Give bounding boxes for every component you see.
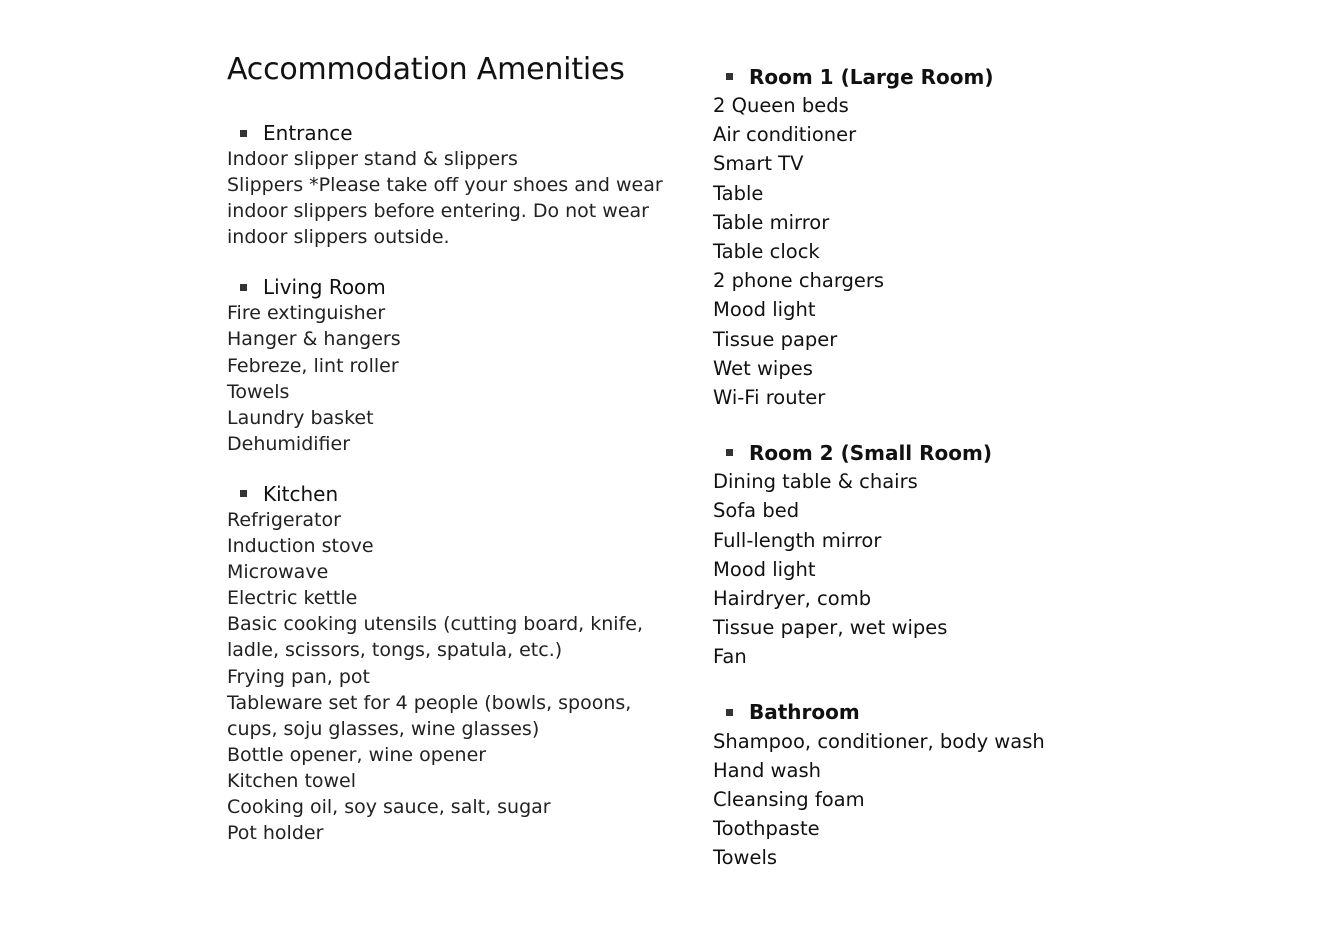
section-heading — [713, 438, 1133, 467]
square-bullet-icon — [726, 709, 733, 716]
list-item: Dehumidifier — [227, 432, 350, 455]
list-item: Indoor slipper stand & slippers — [227, 148, 518, 170]
list-item: Electric kettle — [227, 587, 358, 610]
list-item: Frying pan, pot — [227, 665, 370, 688]
square-bullet-icon — [240, 130, 247, 137]
list-item: Towels — [713, 846, 778, 870]
right-column — [713, 62, 1133, 899]
section-kitchen — [227, 481, 687, 846]
list-item: Febreze, lint roller — [227, 354, 399, 377]
list-item: Toothpaste — [713, 817, 820, 841]
list-item: Table clock — [713, 240, 820, 264]
list-item: Basic cooking utensils (cutting board, knife, ladle, scissors, tongs, spatula, etc.) — [227, 613, 643, 662]
section-heading-label: Entrance — [263, 121, 353, 145]
list-item: Dining table & chairs — [713, 470, 918, 494]
list-item: Pot holder — [227, 822, 324, 845]
section-living-room — [227, 274, 687, 457]
square-bullet-icon — [726, 73, 733, 80]
list-item: Wet wipes — [713, 356, 813, 380]
list-item: Sofa bed — [713, 499, 800, 523]
list-item: Laundry basket — [227, 406, 374, 429]
section-heading-label: Room 2 (Small Room) — [749, 440, 992, 465]
list-item: Hairdryer, comb — [713, 587, 872, 611]
section-room-1 — [713, 62, 1133, 412]
section-heading-label: Living Room — [263, 275, 386, 300]
amenity-list — [713, 467, 1133, 671]
list-item: Tissue paper, wet wipes — [713, 616, 948, 640]
section-heading — [227, 120, 687, 146]
list-item: Microwave — [227, 561, 329, 584]
list-item: Mood light — [713, 298, 816, 322]
list-item: Shampoo, conditioner, body wash — [713, 729, 1045, 753]
list-item: Hanger & hangers — [227, 328, 401, 351]
list-item: 2 phone chargers — [713, 269, 885, 293]
list-item: Table — [713, 181, 764, 205]
section-heading — [227, 274, 687, 300]
list-item: Table mirror — [713, 210, 830, 234]
list-item: Refrigerator — [227, 508, 341, 531]
left-column — [227, 120, 687, 870]
amenity-list — [713, 91, 1133, 412]
list-item: Wi-Fi router — [713, 386, 826, 410]
list-item: Induction stove — [227, 535, 374, 558]
section-heading-label: Kitchen — [263, 481, 339, 506]
amenity-list — [713, 727, 1133, 873]
square-bullet-icon — [240, 284, 247, 291]
square-bullet-icon — [726, 449, 733, 456]
section-heading-label: Bathroom — [749, 700, 860, 725]
list-item: Bottle opener, wine opener — [227, 743, 487, 766]
list-item: Cooking oil, soy sauce, salt, sugar — [227, 795, 551, 818]
list-item: Tableware set for 4 people (bowls, spoons, cups, soju glasses, wine glasses) — [227, 691, 632, 740]
list-item: Fire extinguisher — [227, 302, 386, 325]
list-item: Hand wash — [713, 758, 821, 782]
list-item: 2 Queen beds — [713, 94, 849, 117]
amenity-list — [227, 507, 687, 846]
list-item: Air conditioner — [713, 123, 857, 147]
list-item: Mood light — [713, 557, 816, 581]
list-item: Smart TV — [713, 152, 804, 176]
square-bullet-icon — [240, 490, 247, 497]
list-item: Towels — [227, 380, 290, 403]
list-item: Cleansing foam — [713, 788, 865, 812]
list-item: Kitchen towel — [227, 769, 357, 792]
amenity-list — [227, 300, 687, 457]
list-item: Tissue paper — [713, 327, 838, 351]
list-item: Fan — [713, 645, 747, 669]
amenity-list — [227, 146, 687, 250]
section-heading — [713, 698, 1133, 727]
section-heading — [713, 62, 1133, 91]
page-title: Accommodation Amenities — [227, 52, 625, 87]
section-bathroom — [713, 698, 1133, 873]
section-entrance — [227, 120, 687, 250]
list-item: Slippers *Please take off your shoes and wear indoor slippers before entering. Do not wear indoor slippers outside. — [227, 174, 663, 249]
section-heading — [227, 481, 687, 507]
section-room-2 — [713, 438, 1133, 671]
section-heading-label: Room 1 (Large Room) — [749, 64, 994, 89]
list-item: Full-length mirror — [713, 528, 882, 552]
